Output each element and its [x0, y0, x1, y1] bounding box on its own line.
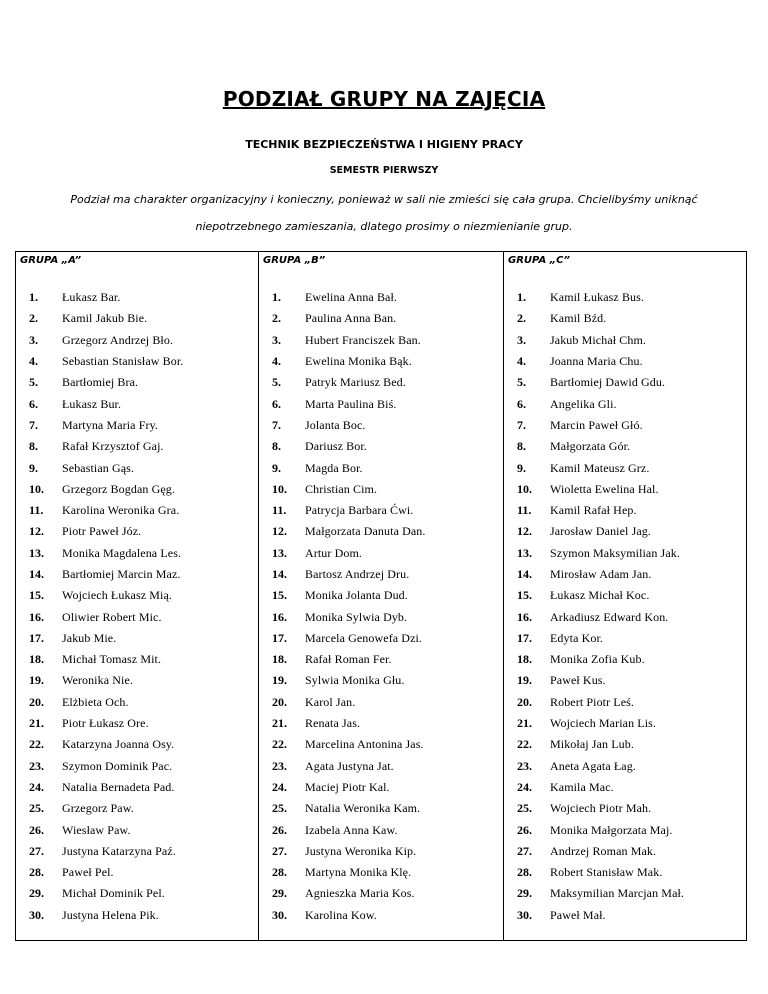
- item-number: 17.: [29, 630, 44, 645]
- member-name: Paweł Pel.: [62, 865, 114, 880]
- member-name: Paulina Anna Ban.: [305, 311, 397, 326]
- item-number: 21.: [517, 716, 532, 731]
- member-name: Elżbieta Och.: [62, 694, 129, 709]
- member-name: Paweł Kus.: [550, 673, 606, 688]
- list-item: [259, 734, 425, 755]
- member-name: Jakub Mie.: [62, 630, 117, 645]
- list-item: [259, 798, 425, 819]
- item-number: 19.: [517, 673, 532, 688]
- member-name: Michał Tomasz Mit.: [62, 652, 162, 667]
- group-a-list: [16, 287, 183, 926]
- list-item: [504, 479, 684, 500]
- list-item: [16, 479, 183, 500]
- member-name: Łukasz Bur.: [62, 396, 122, 411]
- member-name: Rafał Roman Fer.: [305, 652, 392, 667]
- item-number: 5.: [29, 375, 38, 390]
- item-number: 9.: [272, 460, 281, 475]
- list-item: [504, 862, 684, 883]
- list-item: [259, 670, 425, 691]
- list-item: [504, 670, 684, 691]
- item-number: 26.: [29, 822, 44, 837]
- item-number: 2.: [517, 311, 526, 326]
- member-name: Ewelina Monika Bąk.: [305, 354, 412, 369]
- member-name: Justyna Weronika Kip.: [305, 843, 417, 858]
- member-name: Renata Jas.: [305, 716, 361, 731]
- item-number: 1.: [272, 290, 281, 305]
- list-item: [504, 330, 684, 351]
- list-item: [16, 415, 183, 436]
- item-number: 25.: [272, 801, 287, 816]
- list-item: [259, 287, 425, 308]
- list-item: [16, 564, 183, 585]
- item-number: 2.: [272, 311, 281, 326]
- item-number: 21.: [272, 716, 287, 731]
- member-name: Kamil Jakub Bie.: [62, 311, 148, 326]
- item-number: 23.: [517, 758, 532, 773]
- list-item: [504, 756, 684, 777]
- item-number: 6.: [272, 396, 281, 411]
- item-number: 8.: [272, 439, 281, 454]
- group-b-list: [259, 287, 425, 926]
- member-name: Natalia Bernadeta Pad.: [62, 779, 175, 794]
- member-name: Szymon Dominik Pac.: [62, 758, 173, 773]
- member-name: Kamil Łukasz Bus.: [550, 290, 645, 305]
- list-item: [504, 692, 684, 713]
- item-number: 12.: [29, 524, 44, 539]
- member-name: Edyta Kor.: [550, 630, 603, 645]
- item-number: 14.: [272, 567, 287, 581]
- group-b-heading: GRUPA „B”: [263, 255, 326, 266]
- list-item: [16, 734, 183, 755]
- member-name: Agata Justyna Jat.: [305, 758, 394, 773]
- member-name: Magda Bor.: [305, 460, 363, 475]
- member-name: Karol Jan.: [305, 694, 356, 709]
- item-number: 3.: [517, 332, 526, 347]
- member-name: Izabela Anna Kaw.: [305, 822, 398, 837]
- list-item: [504, 734, 684, 755]
- item-number: 18.: [29, 652, 44, 667]
- item-number: 26.: [517, 822, 532, 837]
- list-item: [16, 500, 183, 521]
- member-name: Dariusz Bor.: [305, 439, 367, 454]
- list-item: [16, 457, 183, 478]
- member-name: Weronika Nie.: [62, 673, 133, 688]
- member-name: Wojciech Marian Lis.: [550, 716, 656, 731]
- item-number: 14.: [29, 567, 44, 581]
- item-number: 27.: [272, 843, 287, 858]
- member-name: Piotr Paweł Józ.: [62, 524, 142, 539]
- member-name: Szymon Maksymilian Jak.: [550, 545, 680, 560]
- item-number: 27.: [29, 843, 44, 858]
- member-name: Hubert Franciszek Ban.: [305, 332, 421, 347]
- page-title: PODZIAŁ GRUPY NA ZAJĘCIA: [222, 87, 546, 111]
- member-name: Ewelina Anna Bał.: [305, 290, 398, 305]
- member-name: Grzegorz Andrzej Bło.: [62, 332, 174, 347]
- list-item: [504, 713, 684, 734]
- list-item: [16, 883, 183, 904]
- list-item: [504, 564, 684, 585]
- list-item: [16, 287, 183, 308]
- item-number: 29.: [517, 886, 532, 901]
- item-number: 4.: [517, 354, 526, 369]
- list-item: [16, 308, 183, 329]
- list-item: [504, 905, 684, 926]
- list-item: [504, 500, 684, 521]
- member-name: Karolina Weronika Gra.: [62, 503, 180, 518]
- item-number: 9.: [517, 460, 526, 475]
- list-item: [259, 543, 425, 564]
- list-item: [259, 819, 425, 840]
- item-number: 13.: [272, 545, 287, 560]
- list-item: [259, 415, 425, 436]
- item-number: 18.: [272, 652, 287, 667]
- list-item: [504, 585, 684, 606]
- item-number: 16.: [29, 609, 44, 624]
- item-number: 8.: [517, 439, 526, 454]
- list-item: [259, 479, 425, 500]
- member-name: Aneta Agata Łag.: [550, 758, 636, 773]
- list-item: [504, 819, 684, 840]
- item-number: 18.: [517, 652, 532, 667]
- list-item: [504, 606, 684, 627]
- list-item: [504, 883, 684, 904]
- item-number: 15.: [29, 588, 44, 603]
- item-number: 7.: [517, 417, 526, 432]
- item-number: 19.: [272, 673, 287, 688]
- item-number: 25.: [29, 801, 44, 816]
- list-item: [16, 798, 183, 819]
- member-name: Monika Małgorzata Maj.: [550, 822, 673, 837]
- member-name: Wojciech Łukasz Mią.: [62, 588, 172, 603]
- member-name: Artur Dom.: [305, 545, 362, 560]
- list-item: [504, 543, 684, 564]
- member-name: Paweł Mał.: [550, 907, 606, 922]
- item-number: 7.: [272, 417, 281, 432]
- member-name: Marcela Genowefa Dzi.: [305, 630, 423, 645]
- item-number: 6.: [517, 396, 526, 411]
- list-item: [259, 351, 425, 372]
- item-number: 29.: [29, 886, 44, 901]
- member-name: Bartosz Andrzej Dru.: [305, 567, 410, 581]
- member-name: Katarzyna Joanna Osy.: [62, 737, 175, 752]
- item-number: 4.: [272, 354, 281, 369]
- list-item: [504, 649, 684, 670]
- list-item: [504, 415, 684, 436]
- list-item: [259, 564, 425, 585]
- item-number: 22.: [29, 737, 44, 752]
- member-name: Sebastian Stanisław Bor.: [62, 354, 184, 369]
- list-item: [16, 628, 183, 649]
- item-number: 15.: [272, 588, 287, 603]
- group-c-heading: GRUPA „C”: [508, 255, 570, 266]
- member-name: Justyna Katarzyna Paź.: [62, 843, 176, 858]
- member-name: Grzegorz Bogdan Gęg.: [62, 481, 175, 496]
- list-item: [504, 287, 684, 308]
- item-number: 22.: [272, 737, 287, 752]
- item-number: 16.: [272, 609, 287, 624]
- item-number: 14.: [517, 567, 532, 581]
- list-item: [259, 585, 425, 606]
- member-name: Maciej Piotr Kal.: [305, 779, 390, 794]
- item-number: 16.: [517, 609, 532, 624]
- member-name: Justyna Helena Pik.: [62, 907, 159, 922]
- list-item: [259, 521, 425, 542]
- list-item: [16, 521, 183, 542]
- list-item: [504, 457, 684, 478]
- member-name: Kamila Mac.: [550, 779, 614, 794]
- member-name: Marcelina Antonina Jas.: [305, 737, 424, 752]
- item-number: 19.: [29, 673, 44, 688]
- member-name: Andrzej Roman Mak.: [550, 843, 657, 858]
- item-number: 5.: [272, 375, 281, 390]
- member-name: Małgorzata Gór.: [550, 439, 631, 454]
- member-name: Agnieszka Maria Kos.: [305, 886, 415, 901]
- info-note: [40, 186, 728, 240]
- item-number: 8.: [29, 439, 38, 454]
- item-number: 1.: [517, 290, 526, 305]
- item-number: 10.: [272, 481, 287, 496]
- member-name: Wojciech Piotr Mah.: [550, 801, 652, 816]
- member-name: Łukasz Bar.: [62, 290, 121, 305]
- list-item: [504, 521, 684, 542]
- item-number: 28.: [29, 865, 44, 880]
- list-item: [259, 692, 425, 713]
- list-item: [16, 841, 183, 862]
- member-name: Kamil Mateusz Grz.: [550, 460, 650, 475]
- item-number: 25.: [517, 801, 532, 816]
- list-item: [504, 393, 684, 414]
- list-item: [259, 628, 425, 649]
- group-b-column: [259, 253, 499, 922]
- list-item: [504, 798, 684, 819]
- list-item: [259, 905, 425, 926]
- item-number: 1.: [29, 290, 38, 305]
- member-name: Monika Zofia Kub.: [550, 652, 645, 667]
- item-number: 28.: [517, 865, 532, 880]
- member-name: Łukasz Michał Koc.: [550, 588, 650, 603]
- item-number: 30.: [517, 907, 532, 922]
- item-number: 12.: [272, 524, 287, 539]
- item-number: 7.: [29, 417, 38, 432]
- list-item: [259, 862, 425, 883]
- info-note-line-1: Podział ma charakter organizacyjny i konieczny, ponieważ w sali nie zmieści się cała grupa. Chcielibyśmy uniknąć: [70, 193, 698, 206]
- item-number: 15.: [517, 588, 532, 603]
- list-item: [16, 713, 183, 734]
- item-number: 17.: [517, 630, 532, 645]
- member-name: Karolina Kow.: [305, 907, 377, 922]
- member-name: Małgorzata Danuta Dan.: [305, 524, 426, 539]
- member-name: Robert Stanisław Mak.: [550, 865, 663, 880]
- member-name: Mikołaj Jan Lub.: [550, 737, 634, 752]
- member-name: Jarosław Daniel Jag.: [550, 524, 651, 539]
- item-number: 20.: [29, 694, 44, 709]
- list-item: [16, 436, 183, 457]
- list-item: [504, 841, 684, 862]
- member-name: Monika Sylwia Dyb.: [305, 609, 408, 624]
- list-item: [259, 713, 425, 734]
- member-name: Christian Cim.: [305, 481, 378, 496]
- list-item: [259, 756, 425, 777]
- member-name: Oliwier Robert Mic.: [62, 609, 162, 624]
- item-number: 17.: [272, 630, 287, 645]
- member-name: Joanna Maria Chu.: [550, 354, 643, 369]
- list-item: [259, 308, 425, 329]
- list-item: [259, 457, 425, 478]
- list-item: [259, 649, 425, 670]
- member-name: Rafał Krzysztof Gaj.: [62, 439, 164, 454]
- member-name: Wioletta Ewelina Hal.: [550, 481, 659, 496]
- member-name: Sebastian Gąs.: [62, 460, 135, 475]
- group-a-column: [16, 253, 256, 922]
- item-number: 23.: [272, 758, 287, 773]
- list-item: [504, 351, 684, 372]
- member-name: Bartłomiej Bra.: [62, 375, 139, 390]
- list-item: [259, 841, 425, 862]
- item-number: 12.: [517, 524, 532, 539]
- list-item: [259, 606, 425, 627]
- list-item: [16, 905, 183, 926]
- list-item: [16, 756, 183, 777]
- list-item: [259, 883, 425, 904]
- item-number: 20.: [517, 694, 532, 709]
- member-name: Wiesław Paw.: [62, 822, 131, 837]
- member-name: Michał Dominik Pel.: [62, 886, 165, 901]
- list-item: [16, 777, 183, 798]
- member-name: Marta Paulina Biś.: [305, 396, 397, 411]
- list-item: [16, 819, 183, 840]
- item-number: 26.: [272, 822, 287, 837]
- member-name: Monika Jolanta Dud.: [305, 588, 408, 603]
- list-item: [504, 372, 684, 393]
- group-c-column: [504, 253, 744, 922]
- member-name: Arkadiusz Edward Kon.: [550, 609, 669, 624]
- list-item: [16, 330, 183, 351]
- item-number: 24.: [29, 779, 44, 794]
- member-name: Kamil Rafał Hep.: [550, 503, 637, 518]
- list-item: [16, 393, 183, 414]
- member-name: Martyna Maria Fry.: [62, 417, 158, 432]
- item-number: 10.: [29, 481, 44, 496]
- list-item: [16, 606, 183, 627]
- item-number: 20.: [272, 694, 287, 709]
- member-name: Robert Piotr Leś.: [550, 694, 635, 709]
- member-name: Martyna Monika Klę.: [305, 865, 412, 880]
- item-number: 5.: [517, 375, 526, 390]
- member-name: Bartłomiej Marcin Maz.: [62, 567, 181, 581]
- item-number: 22.: [517, 737, 532, 752]
- list-item: [16, 692, 183, 713]
- member-name: Monika Magdalena Les.: [62, 545, 182, 560]
- member-name: Natalia Weronika Kam.: [305, 801, 421, 816]
- member-name: Sylwia Monika Głu.: [305, 673, 405, 688]
- item-number: 11.: [29, 503, 44, 518]
- item-number: 13.: [517, 545, 532, 560]
- list-item: [259, 500, 425, 521]
- member-name: Kamil Bźd.: [550, 311, 607, 326]
- member-name: Maksymilian Marcjan Mał.: [550, 886, 685, 901]
- list-item: [16, 862, 183, 883]
- item-number: 21.: [29, 716, 44, 731]
- member-name: Angelika Gli.: [550, 396, 617, 411]
- member-name: Jolanta Boc.: [305, 417, 366, 432]
- group-a-heading: GRUPA „A”: [20, 255, 82, 266]
- item-number: 11.: [272, 503, 287, 518]
- item-number: 10.: [517, 481, 532, 496]
- list-item: [504, 308, 684, 329]
- semester-label: SEMESTR PIERWSZY: [329, 165, 439, 176]
- member-name: Patrycja Barbara Ćwi.: [305, 503, 414, 518]
- member-name: Grzegorz Paw.: [62, 801, 134, 816]
- item-number: 24.: [272, 779, 287, 794]
- member-name: Piotr Łukasz Ore.: [62, 716, 149, 731]
- list-item: [259, 777, 425, 798]
- list-item: [16, 543, 183, 564]
- member-name: Bartłomiej Dawid Gdu.: [550, 375, 666, 390]
- item-number: 2.: [29, 311, 38, 326]
- list-item: [259, 393, 425, 414]
- member-name: Patryk Mariusz Bed.: [305, 375, 406, 390]
- item-number: 30.: [29, 907, 44, 922]
- item-number: 11.: [517, 503, 532, 518]
- item-number: 6.: [29, 396, 38, 411]
- list-item: [504, 777, 684, 798]
- list-item: [16, 351, 183, 372]
- item-number: 30.: [272, 907, 287, 922]
- item-number: 3.: [29, 332, 38, 347]
- item-number: 29.: [272, 886, 287, 901]
- item-number: 9.: [29, 460, 38, 475]
- item-number: 3.: [272, 332, 281, 347]
- item-number: 23.: [29, 758, 44, 773]
- member-name: Mirosław Adam Jan.: [550, 567, 652, 581]
- list-item: [16, 372, 183, 393]
- list-item: [16, 649, 183, 670]
- list-item: [259, 330, 425, 351]
- list-item: [504, 436, 684, 457]
- list-item: [16, 585, 183, 606]
- list-item: [259, 436, 425, 457]
- item-number: 24.: [517, 779, 532, 794]
- member-name: Jakub Michał Chm.: [550, 332, 647, 347]
- item-number: 13.: [29, 545, 44, 560]
- info-note-line-2: niepotrzebnego zamieszania, dlatego prosimy o niezmienianie grup.: [195, 220, 573, 233]
- item-number: 4.: [29, 354, 38, 369]
- item-number: 27.: [517, 843, 532, 858]
- list-item: [259, 372, 425, 393]
- list-item: [504, 628, 684, 649]
- group-c-list: [504, 287, 684, 926]
- item-number: 28.: [272, 865, 287, 880]
- course-subtitle: TECHNIK BEZPIECZEŃSTWA I HIGIENY PRACY: [245, 138, 523, 151]
- member-name: Marcin Paweł Głó.: [550, 417, 643, 432]
- list-item: [16, 670, 183, 691]
